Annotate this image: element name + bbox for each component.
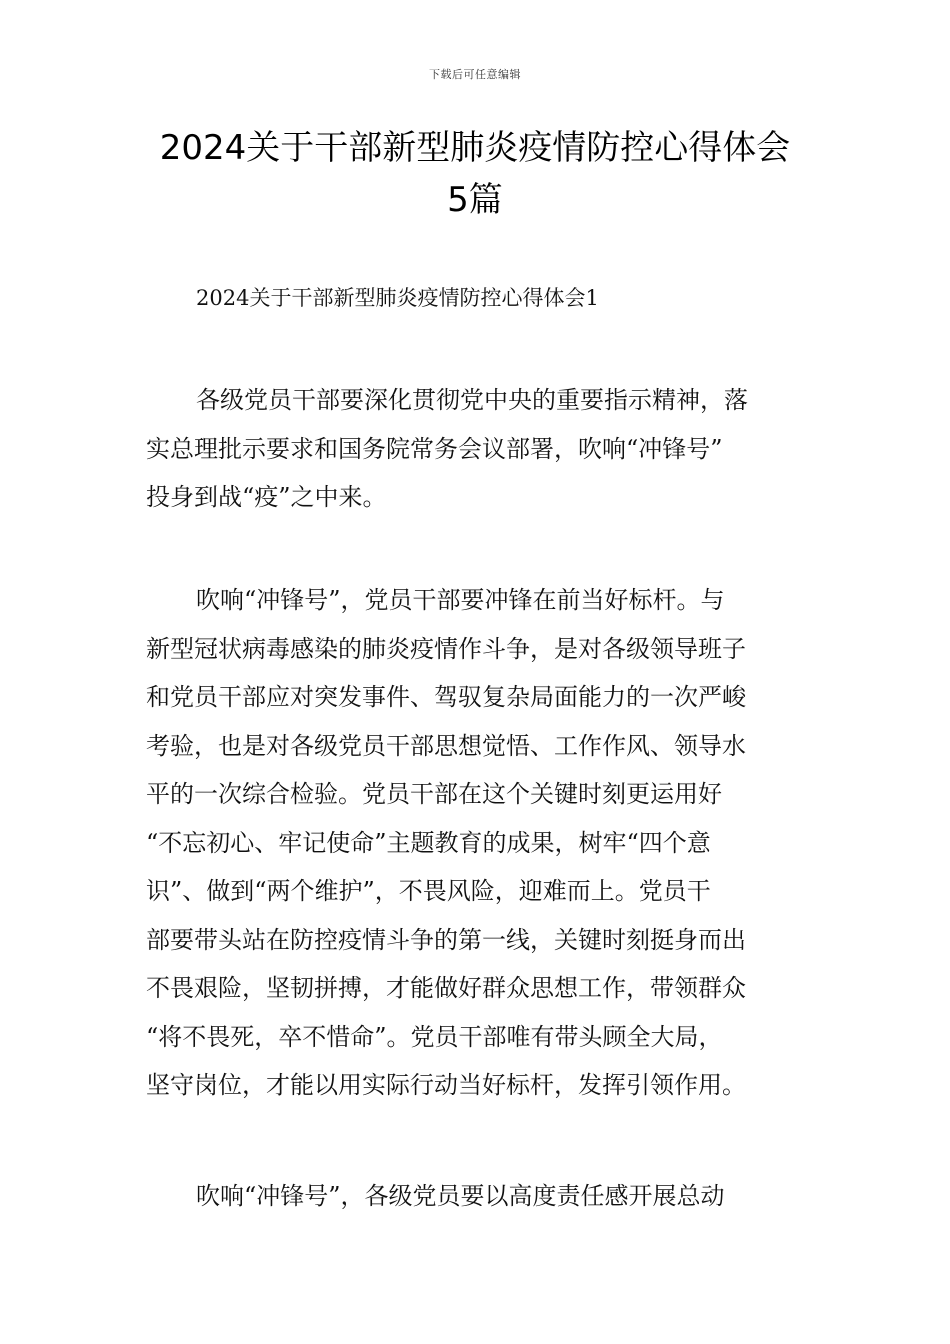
paragraph: [146, 1172, 816, 1221]
paragraph-line: 新型冠状病毒感染的肺炎疫情作斗争，是对各级领导班子: [146, 634, 746, 663]
section-heading: 2024关于干部新型肺炎疫情防控心得体会1: [196, 286, 599, 310]
title-line-1: 2024关于干部新型肺炎疫情防控心得体会: [159, 128, 791, 168]
paragraph-line: 坚守岗位，才能以用实际行动当好标杆，发挥引领作用。: [146, 1071, 746, 1099]
header-note: 下载后可任意编辑: [429, 68, 521, 81]
paragraph: [146, 576, 816, 1110]
paragraph-line: 识”、做到“两个维护”，不畏风险，迎难而上。党员干: [146, 877, 711, 905]
paragraph-line: 考验，也是对各级党员干部思想觉悟、工作作风、领导水: [146, 731, 746, 760]
document-title: [120, 122, 830, 226]
title-line-2: 5篇: [447, 180, 503, 220]
paragraph-line: 不畏艰险，坚韧拼搏，才能做好群众思想工作，带领群众: [146, 974, 746, 1002]
paragraph-line: 实总理批示要求和国务院常务会议部署，吹响“冲锋号”: [146, 434, 723, 463]
paragraph-line: 吹响“冲锋号”，各级党员要以高度责任感开展总动: [196, 1182, 725, 1210]
paragraph: [146, 376, 816, 522]
paragraph-line: 投身到战“疫”之中来。: [146, 483, 387, 511]
paragraph-line: “将不畏死，卒不惜命”。党员干部唯有带头顾全大局，: [146, 1022, 723, 1051]
paragraph-line: 和党员干部应对突发事件、驾驭复杂局面能力的一次严峻: [146, 683, 746, 711]
paragraph-line: 部要带头站在防控疫情斗争的第一线，关键时刻挺身而出: [146, 925, 746, 954]
paragraph-line: “不忘初心、牢记使命”主题教育的成果，树牢“四个意: [146, 828, 711, 857]
paragraph-line: 吹响“冲锋号”，党员干部要冲锋在前当好标杆。与: [196, 586, 725, 614]
paragraph-line: 平的一次综合检验。党员干部在这个关键时刻更运用好: [146, 780, 722, 808]
paragraph-line: 各级党员干部要深化贯彻党中央的重要指示精神，落: [196, 386, 748, 414]
